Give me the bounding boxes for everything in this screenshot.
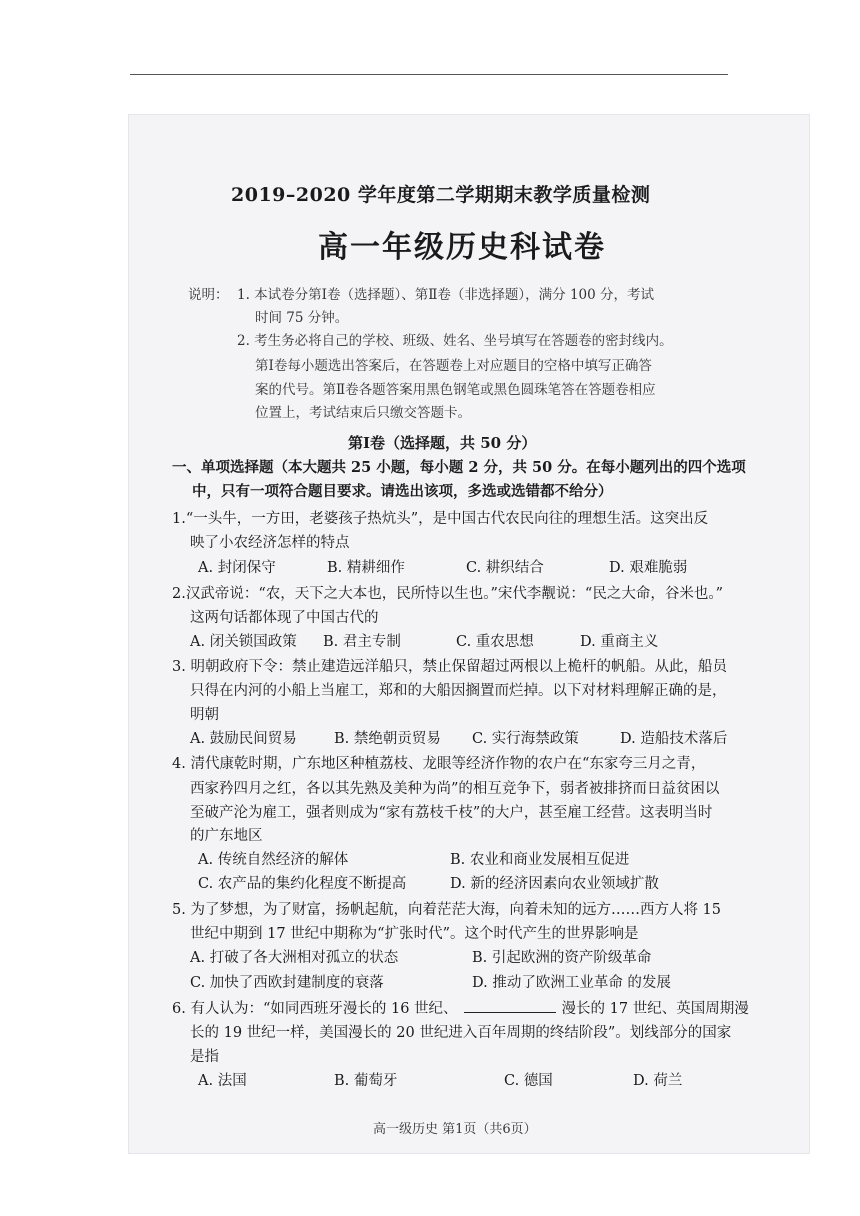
question-6-line-1: [172, 997, 749, 1018]
instruction-2-line-1: 2. 考生务必将自己的学校、班级、姓名、坐号填写在答题卷的密封线内。: [237, 333, 673, 349]
question-4-line-2: 西家矜四月之红，各以其先熟及美种为尚”的相互竞争下，弱者被排挤而日益贫困以: [190, 781, 720, 797]
question-5-option-d[interactable]: D. 推动了欧洲工业革命 的发展: [472, 975, 671, 991]
page-footer: 高一级历史 第1页（共6页）: [373, 1122, 537, 1137]
question-6-option-b[interactable]: B. 葡萄牙: [334, 1073, 398, 1089]
question-4-line-3: 至破产沦为雇工，强者则成为“家有荔枝千枝”的大户，甚至雇工经营。这表明当时: [190, 805, 713, 821]
question-3-line-1: 3. 明朝政府下令：禁止建造远洋船只，禁止保留超过两根以上桅杆的帆船。从此，船员: [172, 659, 727, 675]
instruction-1-line-2: 时间 75 分钟。: [255, 310, 349, 326]
question-1-option-b[interactable]: B. 精耕细作: [327, 560, 405, 576]
question-5-option-b[interactable]: B. 引起欧洲的资产阶级革命: [472, 950, 652, 966]
question-1-line-2: 映了小农经济怎样的特点: [190, 535, 350, 551]
instruction-1-line-1: 1. 本试卷分第Ⅰ卷（选择题）、第Ⅱ卷（非选择题），满分 100 分，考试: [237, 287, 655, 303]
question-6-option-c[interactable]: C. 德国: [504, 1073, 553, 1089]
question-6-line-1-end: 漫长的 17 世纪、英国周期漫: [561, 1001, 749, 1017]
part-1-heading-line-2: 中，只有一项符合题目要求。请选出该项，多选或选错都不给分）: [192, 483, 613, 500]
question-4-line-1: 4. 清代康乾时期，广东地区种植荔枝、龙眼等经济作物的农户在“东家夸三月之青，: [172, 756, 706, 772]
question-6-option-a[interactable]: A. 法国: [198, 1073, 247, 1089]
question-2-line-2: 这两句话都体现了中国古代的: [190, 610, 379, 626]
question-4-option-b[interactable]: B. 农业和商业发展相互促进: [450, 852, 630, 868]
question-5-line-1: 5. 为了梦想，为了财富，扬帆起航，向着茫茫大海，向着未知的远方……西方人将 15: [172, 902, 722, 918]
question-4-option-a[interactable]: A. 传统自然经济的解体: [198, 852, 349, 868]
instruction-2-line-3: 案的代号。第Ⅱ卷各题答案用黑色钢笔或黑色圆珠笔答在答题卷相应: [255, 382, 656, 398]
question-3-option-b[interactable]: B. 禁绝朝贡贸易: [334, 731, 441, 747]
instruction-2-line-2: 第Ⅰ卷每小题选出答案后，在答题卷上对应题目的空格中填写正确答: [255, 358, 652, 374]
part-1-heading-line-1: 一、单项选择题（本大题共 25 小题，每小题 2 分，共 50 分。在每小题列出的四个选项: [172, 459, 746, 476]
question-3-option-c[interactable]: C. 实行海禁政策: [472, 731, 579, 747]
question-1-option-c[interactable]: C. 耕织结合: [466, 560, 544, 576]
question-2-option-c[interactable]: C. 重农思想: [456, 634, 534, 650]
question-5-line-2: 世纪中期到 17 世纪中期称为“扩张时代”。这个时代产生的世界影响是: [190, 926, 639, 942]
instruction-2-line-4: 位置上，考试结束后只缴交答题卡。: [255, 405, 471, 421]
question-2-option-a[interactable]: A. 闭关锁国政策: [190, 634, 297, 650]
question-6-option-d[interactable]: D. 荷兰: [633, 1073, 683, 1089]
question-4-option-c[interactable]: C. 农产品的集约化程度不断提高: [198, 876, 407, 892]
question-1-option-a[interactable]: A. 封闭保守: [198, 560, 276, 576]
question-3-line-2: 只得在内河的小船上当雇工，郑和的大船因搁置而烂掉。以下对材料理解正确的是，: [190, 683, 727, 699]
question-4-option-d[interactable]: D. 新的经济因素向农业领域扩散: [450, 876, 659, 892]
exam-title: 2019–2020 学年度第二学期期末教学质量检测: [231, 184, 651, 206]
question-1-option-d[interactable]: D. 艰难脆弱: [609, 560, 688, 576]
question-5-option-c[interactable]: C. 加快了西欧封建制度的衰落: [190, 975, 384, 991]
instructions-label: 说明：: [188, 287, 229, 303]
question-4-line-4: 的广东地区: [190, 828, 263, 844]
question-2-line-1: 2.汉武帝说：“农，天下之大本也，民所恃以生也。”宋代李觏说：“民之大命，谷米也。”: [172, 586, 723, 602]
section-title: 第Ⅰ卷（选择题，共 50 分）: [348, 434, 537, 452]
top-rule: [130, 74, 728, 75]
answer-blank[interactable]: [464, 1000, 556, 1013]
question-6-line-1-start: 6. 有人认为：“如同西班牙漫长的 16 世纪、: [172, 1001, 458, 1017]
question-5-option-a[interactable]: A. 打破了各大洲相对孤立的状态: [190, 950, 399, 966]
question-2-option-b[interactable]: B. 君主专制: [323, 634, 401, 650]
exam-subtitle: 高一年级历史科试卷: [318, 230, 606, 265]
question-2-option-d[interactable]: D. 重商主义: [580, 634, 659, 650]
question-3-option-d[interactable]: D. 造船技术落后: [620, 731, 728, 747]
question-6-line-2: 长的 19 世纪一样，美国漫长的 20 世纪进入百年周期的终结阶段”。划线部分的国家: [190, 1025, 732, 1041]
question-6-line-3: 是指: [190, 1049, 219, 1065]
question-3-line-3: 明朝: [190, 707, 219, 723]
question-1-line-1: 1.“一头牛，一方田，老婆孩子热炕头”，是中国古代农民向往的理想生活。这突出反: [172, 511, 709, 527]
exam-page: [128, 114, 810, 1154]
question-3-option-a[interactable]: A. 鼓励民间贸易: [190, 731, 297, 747]
